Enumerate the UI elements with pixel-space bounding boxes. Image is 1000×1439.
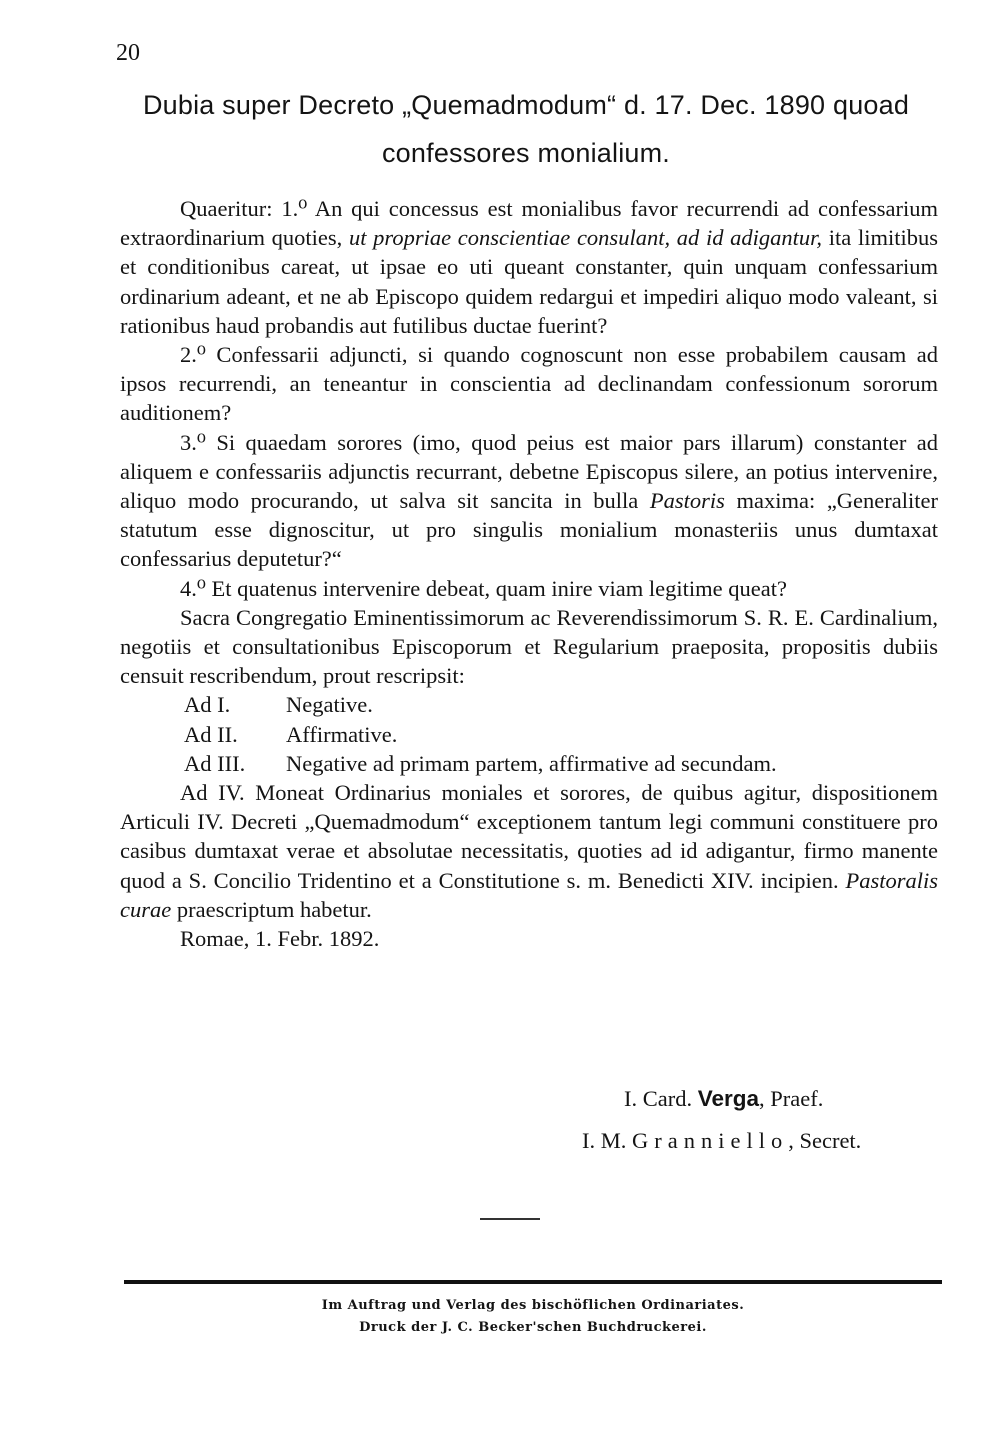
question-3 [120, 428, 938, 574]
document-title-line-1: Dubia super Decreto „Quemadmodum“ d. 17. Dec. 1890 quoad [142, 90, 910, 120]
signature-secretary-name: Granniello [632, 1128, 789, 1153]
signature-secretary [582, 1128, 861, 1154]
question-3-italic: Pastoris [649, 488, 725, 514]
question-4: 4.⁰ Et quatenus intervenire debeat, quam inire viam legitime queat? [180, 575, 787, 601]
answer-2-text: Affirmative. [286, 721, 398, 747]
question-2: 2.⁰ Confessarii adjuncti, si quando cognoscunt non esse probabilem causam ad ipsos recurrendi, an teneantur in conscientia ad declinandam confessionum sororum auditionem? [120, 342, 938, 426]
question-3-lead: 3.⁰ Si quaedam sorores (imo, quod peius est maior pars illarum) constanter ad aliquem e confessariis adjunctis recurrant, debetne Episcopus silere, an potius intervenire, aliquo modo procurando, ut salva sit sancita in bulla [120, 429, 938, 514]
decision-intro: Sacra Congregatio Eminentissimorum ac Reverendissimorum S. R. E. Cardinalium, negotiis et consultationibus Episcoporum et Regularium praeposita, propositis dubiis censuit rescribendum, prout rescripsit: [120, 604, 938, 689]
answer-4 [120, 778, 938, 924]
signature-secretary-prefix: I. M. [582, 1128, 632, 1153]
document-title-line-2: confessores monialium. [381, 138, 671, 168]
answer-2 [120, 720, 938, 749]
page-number: 20 [116, 40, 140, 66]
answer-4-italic: Pastoralis curae [120, 867, 938, 922]
date-place: Romae, 1. Febr. 1892. [180, 926, 380, 952]
question-3-rest: maxima: „Generaliter statutum esse dignoscitur, ut pro singulis monialium monasteriis unus dumtaxat confessarius deputetur?“ [120, 488, 938, 572]
document-body [120, 194, 938, 953]
answer-1 [120, 690, 938, 719]
answer-3-label: Ad III. [184, 750, 246, 776]
answer-4-lead: Moneat Ordinarius moniales et sorores, de quibus agitur, dispositionem Articuli IV. Decreti „Quemadmodum“ exceptionem tantum legi communi constituere pro casibus dumtaxat verae et absolutae necessitatis, quoties ad id adigantur, firmo manente quod a S. Concilio Tridentino et a Constitutione s. m. Benedicti XIV. incipien. [120, 780, 939, 893]
answer-4-label: Ad IV. [180, 780, 245, 806]
answer-3 [120, 749, 938, 778]
end-divider [480, 1218, 540, 1220]
signature-prefect [624, 1086, 823, 1112]
signature-prefect-prefix: I. Card. [624, 1086, 698, 1111]
answer-1-text: Negative. [286, 692, 373, 718]
signature-secretary-suffix: , Secret. [788, 1128, 862, 1153]
imprint-publisher: Im Auftrag und Verlag des bischöflichen Ordinariates. [321, 1298, 745, 1313]
question-1-italic: ut propriae conscientiae consulant, ad id adigantur, [348, 225, 823, 251]
signature-prefect-name: Verga [697, 1086, 760, 1111]
answer-3-text: Negative ad primam partem, affirmative ad secundam. [286, 750, 777, 776]
footer-rule [124, 1280, 942, 1284]
imprint-printer: Druck der J. C. Becker'schen Buchdruckerei. [359, 1320, 707, 1335]
question-1-rest: ita limitibus et conditionibus careat, ut ipsae eo uti queant constanter, quin unquam confessarium ordinarium adeant, et ne ab Episcopo quidem redargui et impediri aliquo modo valeant, si rationibus haud probandis aut futilibus ductae fuerint? [120, 225, 938, 338]
answer-2-label: Ad II. [184, 721, 238, 747]
question-1-lead: Quaeritur: 1.⁰ An qui concessus est monialibus favor recurrendi ad confessarium extraordinarium quoties, [120, 196, 938, 251]
answer-4-rest: praescriptum habetur. [171, 896, 372, 922]
signature-prefect-suffix: , Praef. [759, 1086, 824, 1111]
answer-1-label: Ad I. [184, 692, 231, 718]
question-1 [120, 194, 938, 340]
